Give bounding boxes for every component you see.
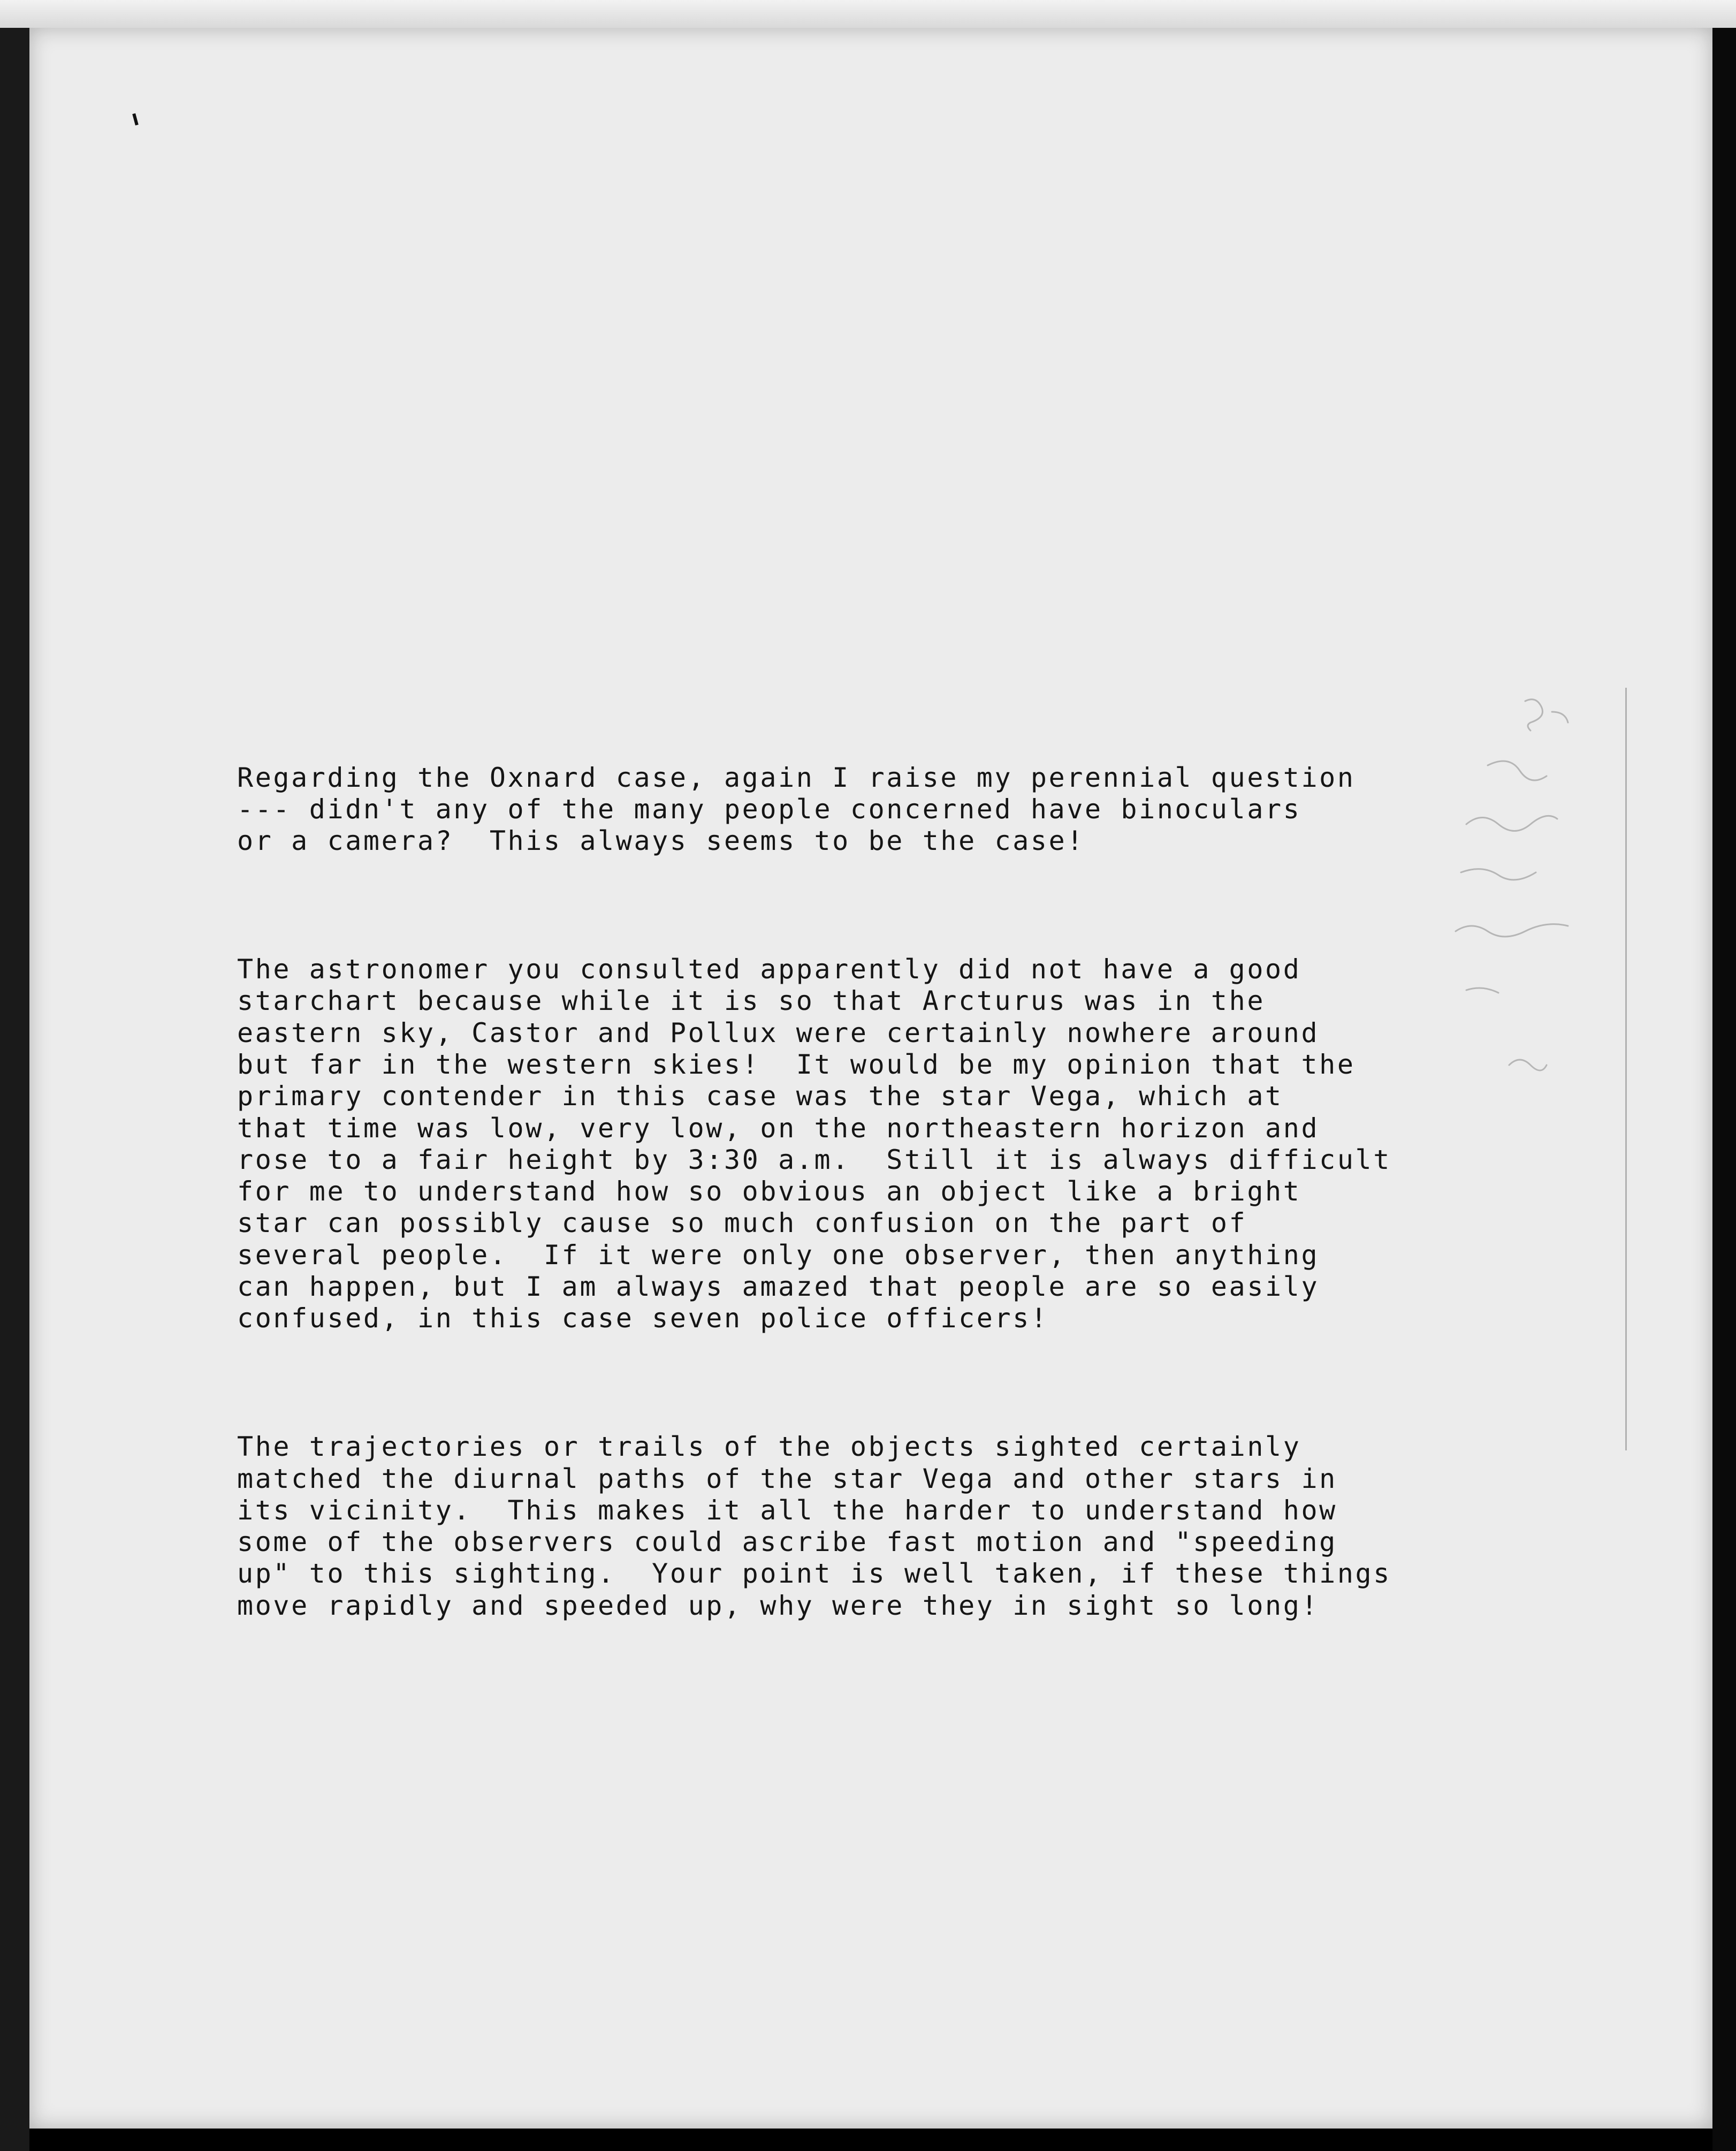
scan-top-edge <box>0 0 1736 28</box>
scan-right-border <box>1712 28 1736 2151</box>
paragraph-trajectories: The trajectories or trails of the objects sighted certainly matched the diurnal paths of the star Vega and other stars in its vicinity. This makes it all the harder to understand how some of the observers could ascribe fast motion and "speeding up" to this sighting. Your point is well taken, if these things move rapidly and speeded up, why were they in sight so long! <box>237 1431 1391 1621</box>
ink-speck <box>132 113 138 126</box>
paragraph-oxnard-question: Regarding the Oxnard case, again I raise my perennial question --- didn't any of the many people concerned have binoculars or a camera? This always seems to be the case! <box>237 762 1356 857</box>
letter-body <box>237 698 1532 1686</box>
margin-line <box>1625 688 1627 1450</box>
scan-left-border <box>0 28 29 2151</box>
paragraph-astronomer-vega: The astronomer you consulted apparently did not have a good starchart because while it is so that Arcturus was in the eastern sky, Castor and Pollux were certainly nowhere around but far in the western skies! It would be my opinion that the primary contender in this case was the star Vega, which at that time was low, very low, on the northeastern horizon and rose to a fair height by 3:30 a.m. Still it is always difficult for me to understand how so obvious an object like a bright star can possibly cause so much confusion on the part of several people. If it were only one observer, then anything can happen, but I am always amazed that people are so easily confused, in this case seven police officers! <box>237 954 1391 1334</box>
margin-handwriting-scribble <box>1445 690 1616 1086</box>
